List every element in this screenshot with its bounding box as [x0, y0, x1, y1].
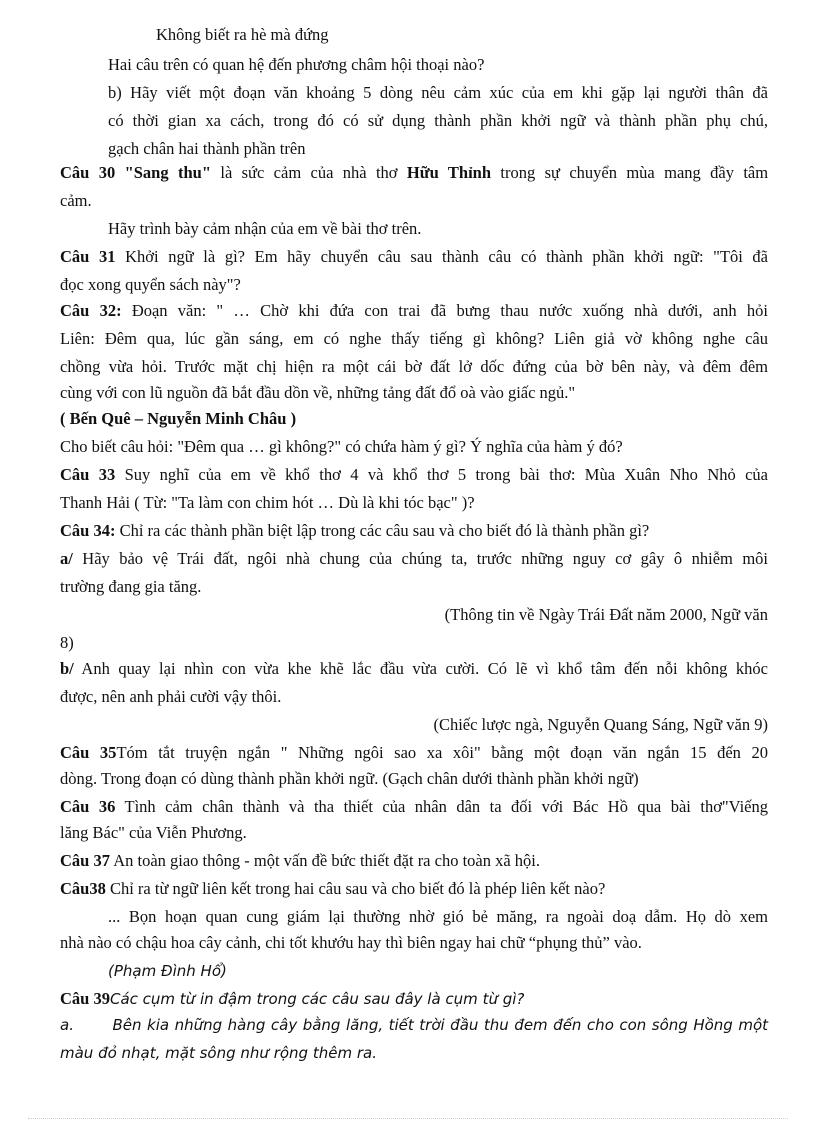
text-line: b) Hãy viết một đoạn văn khoảng 5 dòng nêu cảm xúc của em khi gặp lại người thân đã — [108, 83, 768, 102]
question-label: Câu 33 — [60, 465, 116, 484]
text-line: màu đỏ nhạt, mặt sông như rộng thêm ra. — [60, 1044, 377, 1062]
item-label: b/ — [60, 659, 74, 678]
question-label: Câu 37 — [60, 851, 110, 870]
question-label: Câu 30 — [60, 163, 116, 182]
text-line: có thời gian xa cách, trong đó có sử dụng thành phần khởi ngữ và thành phần phụ chú, — [108, 111, 768, 130]
text-line: dòng. Trong đoạn có dùng thành phần khởi ngữ. (Gạch chân dưới thành phần khởi ngữ) — [60, 769, 639, 788]
page-bottom-divider — [28, 1118, 788, 1119]
item-a — [60, 546, 768, 572]
text-line: Không biết ra hè mà đứng — [156, 25, 329, 44]
text-line: gạch chân hai thành phần trên — [108, 139, 306, 158]
question-text: Chỉ ra từ ngữ liên kết trong hai câu sau và cho biết đó là phép liên kết nào? — [109, 879, 606, 898]
source-citation: ( Bến Quê – Nguyễn Minh Châu ) — [60, 409, 297, 428]
text-line: Thanh Hải ( Từ: "Ta làm con chim hót … Dù là khi tóc bạc" )? — [60, 493, 475, 512]
text-line: a. Bên kia những hàng cây bằng lăng, tiết trời đầu thu đem đến cho con sông Hồng một — [60, 1016, 768, 1034]
question-text: Khởi ngữ là gì? Em hãy chuyển câu sau thành câu có thành phần khởi ngữ: "Tôi đã — [125, 247, 769, 266]
question-label: Câu 31 — [60, 247, 116, 266]
text-line: được, nên anh phải cười vậy thôi. — [60, 687, 282, 706]
text-line: 8) — [60, 633, 74, 652]
question-text: Đoạn văn: " … Chờ khi đứa con trai đã bưng thau nước xuống nhà dưới, anh hỏi — [131, 301, 768, 320]
item-text: Hãy bảo vệ Trái đất, ngôi nhà chung của chúng ta, trước những nguy cơ gây ô nhiễm môi — [82, 549, 768, 568]
question-text: Tóm tắt truyện ngắn " Những ngôi sao xa xôi" bằng một đoạn văn ngắn 15 đến 20 — [116, 743, 768, 762]
question-text: Các cụm từ in đậm trong các câu sau đây là cụm từ gì? — [109, 990, 525, 1008]
question-label: Câu 35 — [60, 743, 117, 762]
question-text: Chỉ ra các thành phần biệt lập trong các câu sau và cho biết đó là thành phần gì? — [119, 521, 650, 540]
source-citation: (Phạm Đình Hổ) — [108, 962, 227, 980]
question-label: Câu38 — [60, 879, 106, 898]
question-33 — [60, 462, 768, 488]
text-line: Liên: Đêm qua, lúc gần sáng, em có nghe thấy tiếng gì không? Liên giả vờ không nghe câu — [60, 329, 768, 348]
text-line: trường đang gia tăng. — [60, 577, 202, 596]
question-text: An toàn giao thông - một vấn đề bức thiết đặt ra cho toàn xã hội. — [113, 851, 541, 870]
text-line: ... Bọn hoạn quan cung giám lại thường nhờ gió bẻ măng, ra ngoài doạ dẫm. Họ dò xem — [108, 907, 768, 926]
question-35 — [60, 740, 768, 766]
question-label: Câu 36 — [60, 797, 116, 816]
text-line: chồng vừa hỏi. Trước mặt chị hiện ra một cái bờ đất lở dốc đứng của bờ bên này, và đêm đêm — [60, 357, 768, 376]
question-38 — [60, 876, 768, 902]
poem-title: "Sang thu" — [124, 163, 211, 182]
text-line: đọc xong quyển sách này"? — [60, 275, 241, 294]
question-32 — [60, 298, 768, 324]
question-label: Câu 32: — [60, 301, 122, 320]
question-39 — [60, 986, 768, 1012]
source-citation: (Chiếc lược ngà, Nguyễn Quang Sáng, Ngữ văn 9) — [433, 715, 768, 734]
question-text: là sức cảm của nhà thơ — [220, 163, 398, 182]
poet-name: Hữu Thỉnh — [406, 163, 492, 182]
text-line: Cho biết câu hỏi: "Đêm qua … gì không?" có chứa hàm ý gì? Ý nghĩa của hàm ý đó? — [60, 437, 623, 456]
item-label: a/ — [60, 549, 73, 568]
question-31 — [60, 244, 768, 270]
item-text: Anh quay lại nhìn con vừa khe khẽ lắc đầu vừa cười. Có lẽ vì khổ tâm đến nỗi không khóc — [81, 659, 768, 678]
question-label: Câu 34: — [60, 521, 116, 540]
question-label: Câu 39 — [60, 989, 110, 1008]
question-30 — [60, 160, 768, 186]
question-36 — [60, 794, 768, 820]
text-line: Hãy trình bày cảm nhận của em về bài thơ trên. — [108, 219, 422, 238]
question-34 — [60, 518, 768, 544]
source-citation: (Thông tin về Ngày Trái Đất năm 2000, Ngữ văn — [444, 605, 768, 624]
text-line: cùng với con lũ nguồn đã bắt đầu dồn về, những tảng đất đổ oà vào giấc ngủ." — [60, 383, 576, 402]
text-line: lăng Bác" của Viễn Phương. — [60, 823, 247, 842]
question-text: trong sự chuyển mùa mang đầy tâm — [500, 163, 769, 182]
question-37 — [60, 848, 768, 874]
question-text: Tình cảm chân thành và tha thiết của nhân dân ta đối với Bác Hồ qua bài thơ"Viếng — [124, 797, 769, 816]
text-line: Hai câu trên có quan hệ đến phương châm hội thoại nào? — [108, 55, 485, 74]
item-b — [60, 656, 768, 682]
question-text: Suy nghĩ của em về khổ thơ 4 và khổ thơ 5 trong bài thơ: Mùa Xuân Nho Nhỏ của — [124, 465, 769, 484]
text-line: cảm. — [60, 191, 92, 210]
text-line: nhà nào có chậu hoa cây cảnh, chi tốt khướu hay thì biên ngay hai chữ “phụng thủ” vào. — [60, 933, 642, 952]
